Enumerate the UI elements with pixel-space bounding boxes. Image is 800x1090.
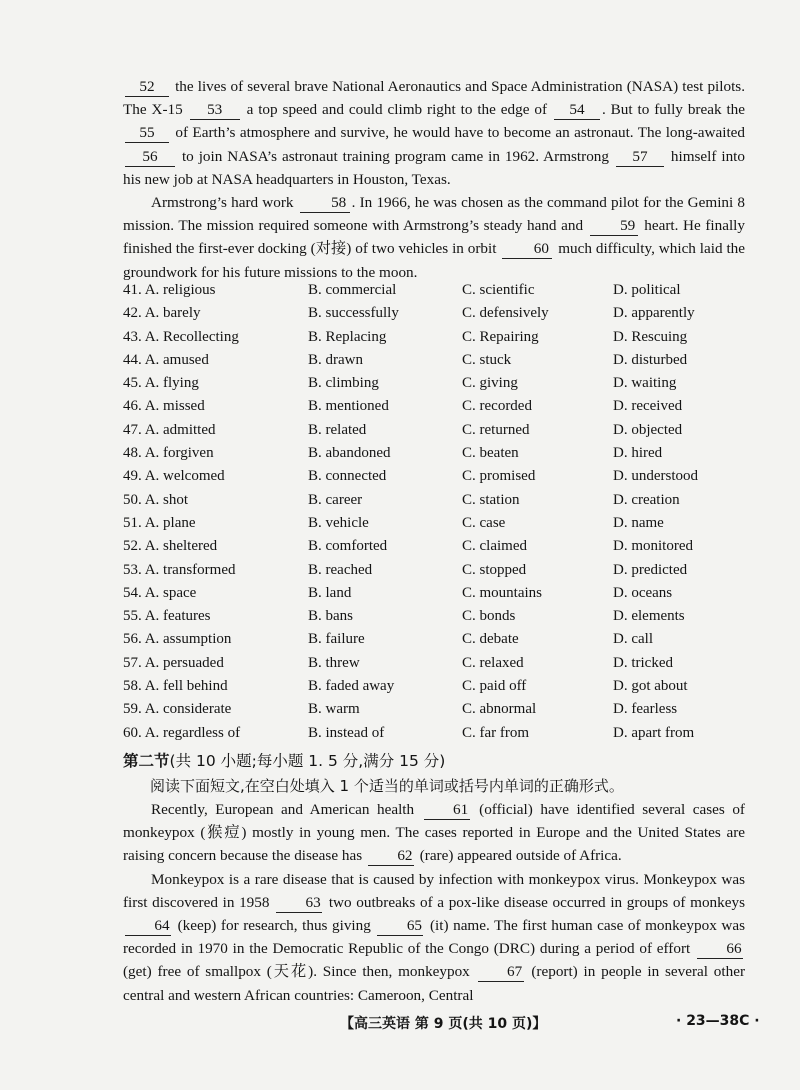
option-row: 53. A. transformed B. reached C. stopped D. predicted — [123, 561, 688, 578]
blank-60: 60 — [502, 240, 552, 259]
blank-64: 64 — [125, 917, 171, 936]
blank-65: 65 — [377, 917, 423, 936]
blank-58: 58 — [300, 194, 350, 213]
options-table — [123, 282, 763, 748]
option-row: 57. A. persuaded B. threw C. relaxed D. tricked — [123, 654, 673, 671]
option-row: 42. A. barely B. successfully C. defensively D. apparently — [123, 305, 695, 322]
option-row: 50. A. shot B. career C. station D. creation — [123, 491, 680, 508]
option-row: 45. A. flying B. climbing C. giving D. waiting — [123, 375, 677, 392]
footer-code: · 23—38C · — [676, 1013, 760, 1029]
blank-63: 63 — [276, 894, 322, 913]
blank-57: 57 — [616, 148, 664, 167]
section-heading: 第二节(共 10 小题;每小题 1. 5 分,满分 15 分) — [123, 752, 446, 770]
blank-59: 59 — [590, 217, 638, 236]
cloze-passage — [123, 75, 745, 284]
option-row: 60. A. regardless of B. instead of C. far from D. apart from — [123, 724, 695, 741]
blank-53: 53 — [190, 101, 240, 120]
option-row: 49. A. welcomed B. connected C. promised D. understood — [123, 468, 698, 485]
option-row: 55. A. features B. bans C. bonds D. elements — [123, 608, 685, 625]
option-row: 58. A. fell behind B. faded away C. paid off D. got about — [123, 678, 688, 695]
blank-54: 54 — [554, 101, 600, 120]
option-row: 48. A. forgiven B. abandoned C. beaten D. hired — [123, 445, 663, 462]
footer-page-info: 【高三英语 第 9 页(共 10 页)】 — [340, 1016, 547, 1032]
option-row: 59. A. considerate B. warm C. abnormal D. fearless — [123, 701, 678, 718]
option-row: 41. A. religious B. commercial C. scientific D. political — [123, 282, 681, 298]
passage-paragraph: Monkeypox is a rare disease that is caused by infection with monkeypox virus. Monkeypox was first discovered in 1958 63 two outbreaks of a pox-like disease occurred in groups of monkeys 64 (keep) for research, thus giving 65 (it) name. The first human case of monkeypox was recorded in 1970 in the Democratic Republic of the Congo (DRC) during a period of effort 66 (get) free of smallpox (天花). Since then, monkeypox 67 (report) in people in several other central and western African countries: Cameroon, Central — [123, 870, 745, 1004]
passage-paragraph: 52 the lives of several brave National Aeronautics and Space Administration (NASA) test pilots. The X-15 53 a top speed and could climb right to the edge of 54 . But to fully break the 55 of Earth’s atmosphere and survive, he would have to become an astronaut. The long-awaited 56 to join NASA’s astronaut training program came in 1962. Armstrong 57 himself into his new job at NASA headquarters in Houston, Texas. — [123, 78, 746, 188]
blank-62: 62 — [368, 847, 414, 866]
blank-52: 52 — [125, 78, 169, 97]
option-row: 43. A. Recollecting B. Replacing C. Repairing D. Rescuing — [123, 328, 688, 345]
option-row: 54. A. space B. land C. mountains D. oceans — [123, 584, 673, 601]
blank-61: 61 — [424, 801, 470, 820]
option-row: 56. A. assumption B. failure C. debate D. call — [123, 631, 653, 648]
section-instruction: 阅读下面短文,在空白处填入 1 个适当的单词或括号内单词的正确形式。 — [150, 777, 624, 795]
option-row: 46. A. missed B. mentioned C. recorded D. received — [123, 398, 683, 415]
option-row: 52. A. sheltered B. comforted C. claimed D. monitored — [123, 538, 693, 555]
blank-67: 67 — [478, 963, 524, 982]
passage-paragraph: Armstrong’s hard work 58 . In 1966, he was chosen as the command pilot for the Gemini 8 mission. The mission required someone with Armstrong’s steady hand and 59 heart. He finally finished the first-ever docking (对接) of two vehicles in orbit 60 much difficulty, which laid the groundwork for his future missions to the moon. — [123, 194, 745, 281]
blank-66: 66 — [697, 940, 743, 959]
blank-56: 56 — [125, 148, 175, 167]
option-row: 51. A. plane B. vehicle C. case D. name — [123, 514, 664, 531]
passage-paragraph: Recently, European and American health 61 (official) have identified several cases of monkeypox (猴痘) mostly in young men. The cases reported in Europe and the United States are raising concern because the disease has 62 (rare) appeared outside of Africa. — [123, 801, 745, 865]
blank-55: 55 — [125, 124, 169, 143]
option-row: 47. A. admitted B. related C. returned D. objected — [123, 421, 683, 438]
option-row: 44. A. amused B. drawn C. stuck D. disturbed — [123, 351, 688, 368]
grammar-fill-passage — [123, 798, 745, 1007]
